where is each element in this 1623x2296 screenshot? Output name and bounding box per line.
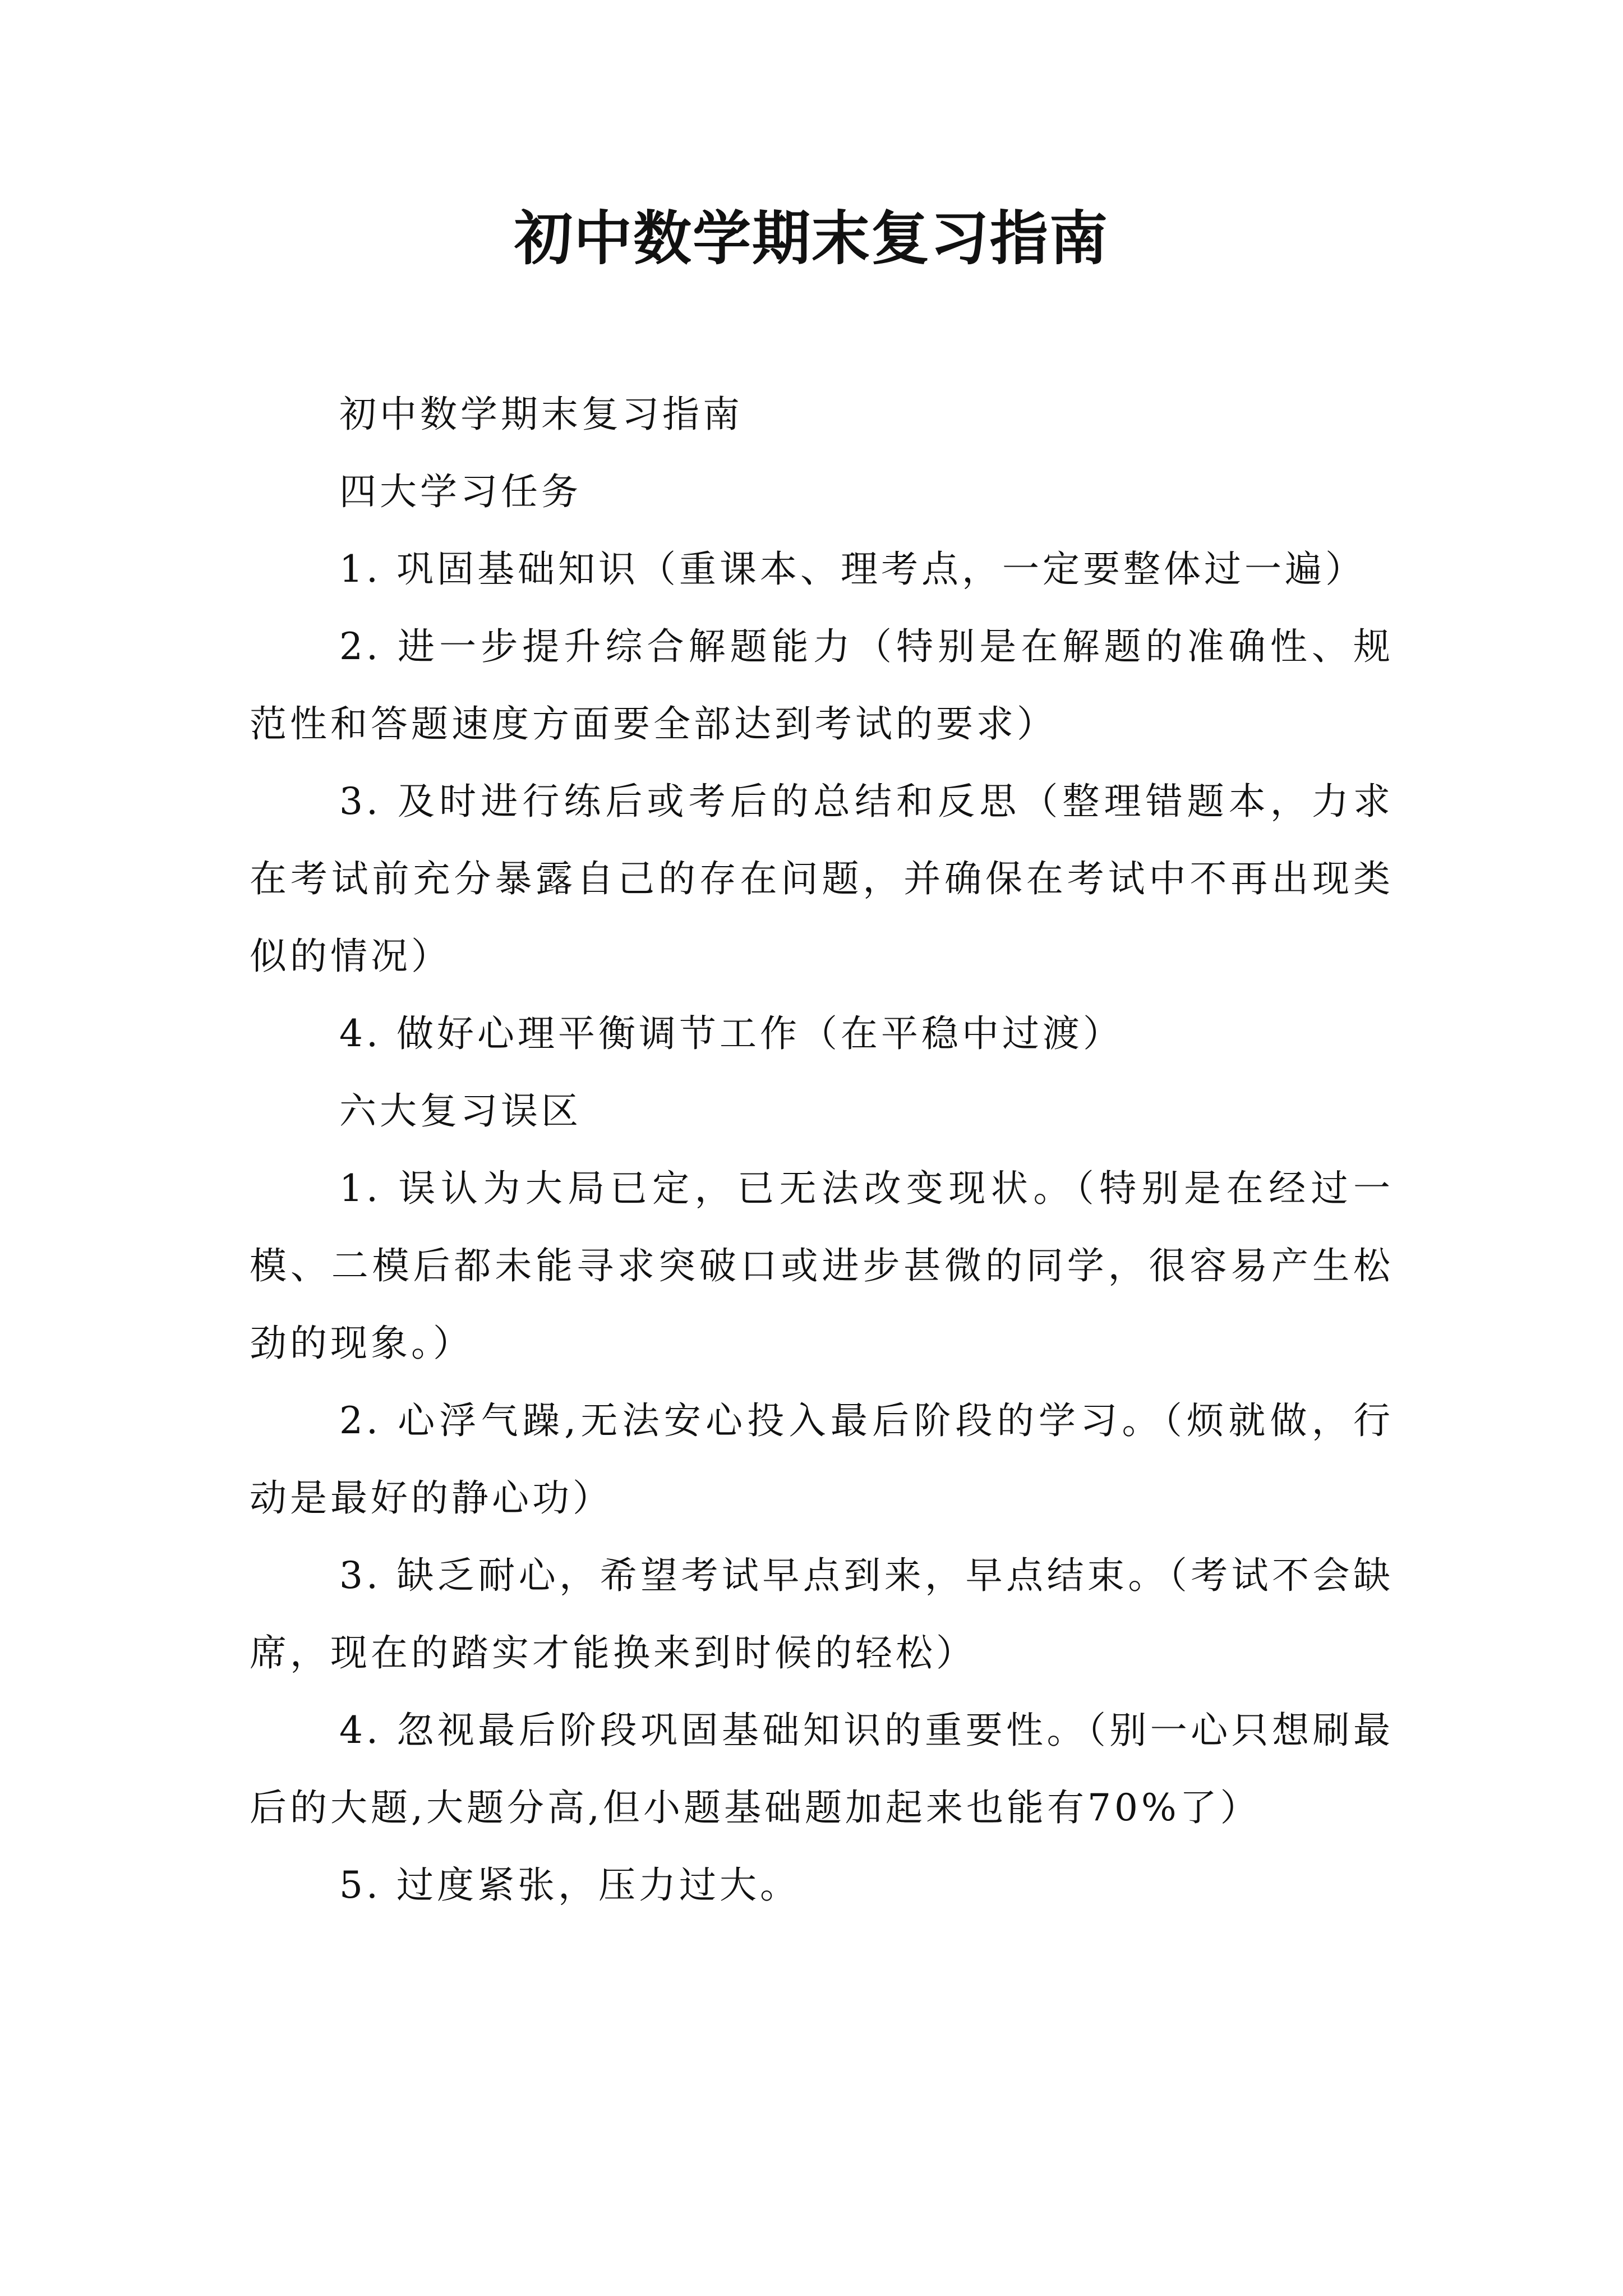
section-heading-tasks: 四大学习任务 (339, 470, 582, 513)
paragraph-mistake-3: 3. 缺乏耐心，希望考试早点到来，早点结束。（考试不会缺席，现在的踏实才能换来到时候的轻松） (250, 1554, 1394, 1674)
paragraph-mistake-1: 1. 误认为大局已定，已无法改变现状。（特别是在经过一模、二模后都未能寻求突破口或进步甚微的同学，很容易产生松劲的现象。） (250, 1167, 1394, 1365)
paragraph-task-4: 4. 做好心理平衡调节工作（在平稳中过渡） (339, 1012, 1123, 1055)
paragraph-mistake-2: 2. 心浮气躁,无法安心投入最后阶段的学习。（烦就做，行动是最好的静心功） (250, 1399, 1394, 1520)
paragraph-heading: 初中数学期末复习指南 (339, 393, 743, 436)
paragraph-task-2: 2. 进一步提升综合解题能力（特别是在解题的准确性、规范性和答题速度方面要全部达到考试的要求） (250, 625, 1394, 746)
document-body (250, 376, 1394, 1924)
document-title: 初中数学期末复习指南 (514, 204, 1109, 273)
paragraph-mistake-4: 4. 忽视最后阶段巩固基础知识的重要性。（别一心只想刷最后的大题,大题分高,但小题基础题加起来也能有70%了） (250, 1709, 1394, 1829)
section-heading-mistakes: 六大复习误区 (339, 1089, 582, 1133)
paragraph-task-3: 3. 及时进行练后或考后的总结和反思（整理错题本，力求在考试前充分暴露自己的存在问题，并确保在考试中不再出现类似的情况） (250, 780, 1394, 978)
paragraph-task-1: 1. 巩固基础知识（重课本、理考点，一定要整体过一遍） (339, 547, 1366, 591)
paragraph-mistake-5: 5. 过度紧张，压力过大。 (339, 1864, 800, 1907)
